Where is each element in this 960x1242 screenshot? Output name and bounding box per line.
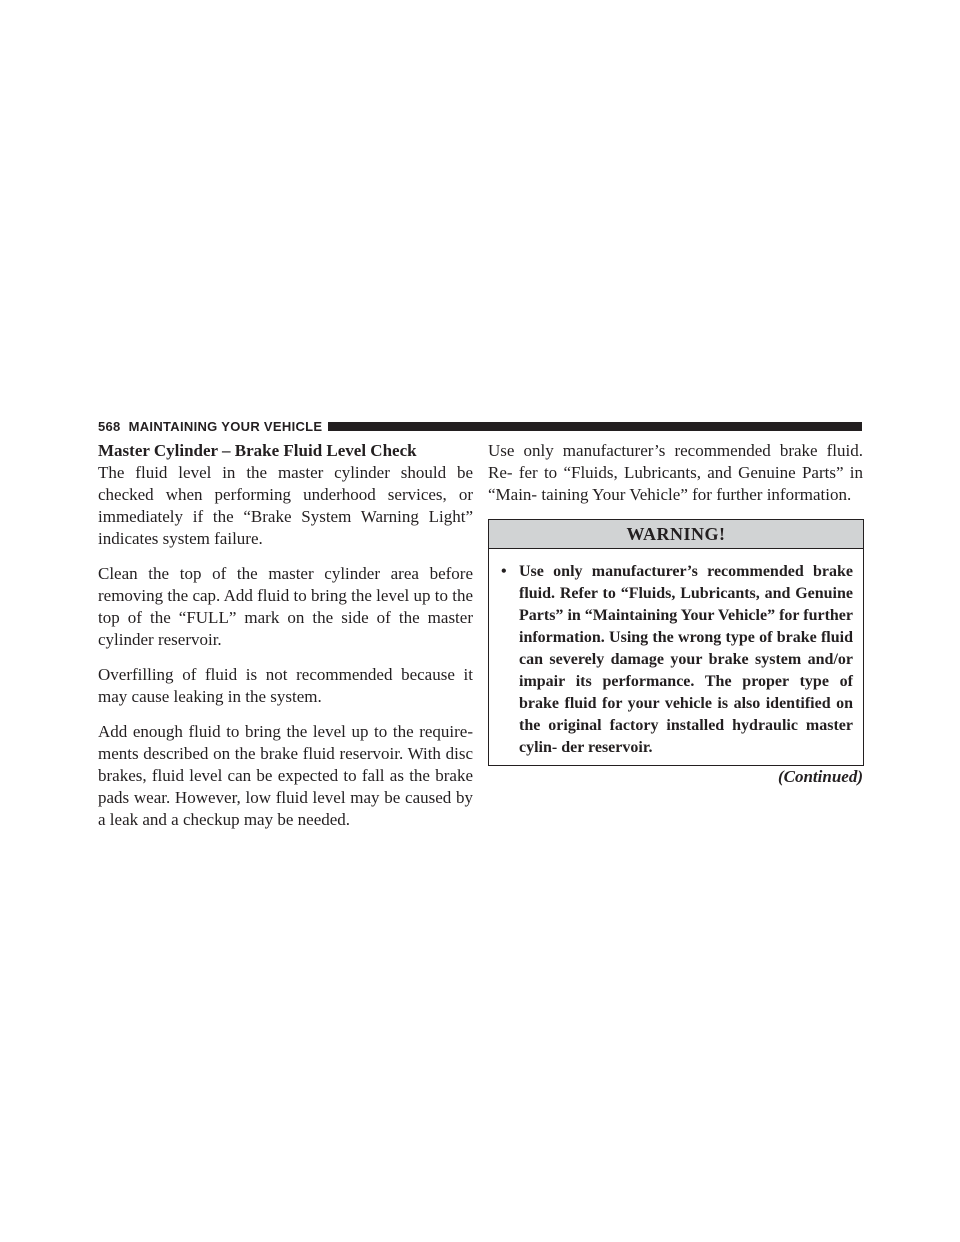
paragraph: Clean the top of the master cylinder area before removing the cap. Add fluid to bring the level up to the top of the “FULL” mark on the side of the master cylinder reservoir. <box>98 564 473 649</box>
paragraph: The fluid level in the master cylinder should be checked when performing underhood services, or immediately if the “Brake System Warning Light” indicates system failure. <box>98 463 473 548</box>
warning-title: WARNING! <box>489 520 863 549</box>
warning-text: Use only manufacturer’s recommended brake fluid. Refer to “Fluids, Lubricants, and Genuine Parts” in “Maintaining Your Vehicle” for further information. Using the wrong type of brake fluid can severely damage your brake system and/or impair its performance. The proper type of brake fluid for your vehicle is also identified on the original factory installed hydraulic master cylin- der reservoir. <box>519 563 853 756</box>
warning-box <box>488 519 864 766</box>
warning-item <box>489 549 863 765</box>
left-column <box>98 440 473 844</box>
page-number: 568 <box>98 418 121 434</box>
header-rule <box>328 422 862 431</box>
paragraph: Overfilling of fluid is not recommended because it may cause leaking in the system. <box>98 665 473 706</box>
paragraph: Add enough fluid to bring the level up to the require- ments described on the brake fluid reservoir. With disc brakes, fluid level can be expected to fall as the brake pads wear. However, low fluid level may be caused by a leak and a checkup may be needed. <box>98 722 473 829</box>
section-title: MAINTAINING YOUR VEHICLE <box>128 418 323 434</box>
continued-label: (Continued) <box>777 767 863 786</box>
bullet-icon: • <box>501 563 507 580</box>
section-heading: Master Cylinder – Brake Fluid Level Check <box>98 441 417 460</box>
paragraph: Use only manufacturer’s recommended brake fluid. Re- fer to “Fluids, Lubricants, and Genuine Parts” in “Main- taining Your Vehicle” for further information. <box>488 441 863 504</box>
right-column <box>488 440 863 788</box>
page-header <box>98 418 862 434</box>
